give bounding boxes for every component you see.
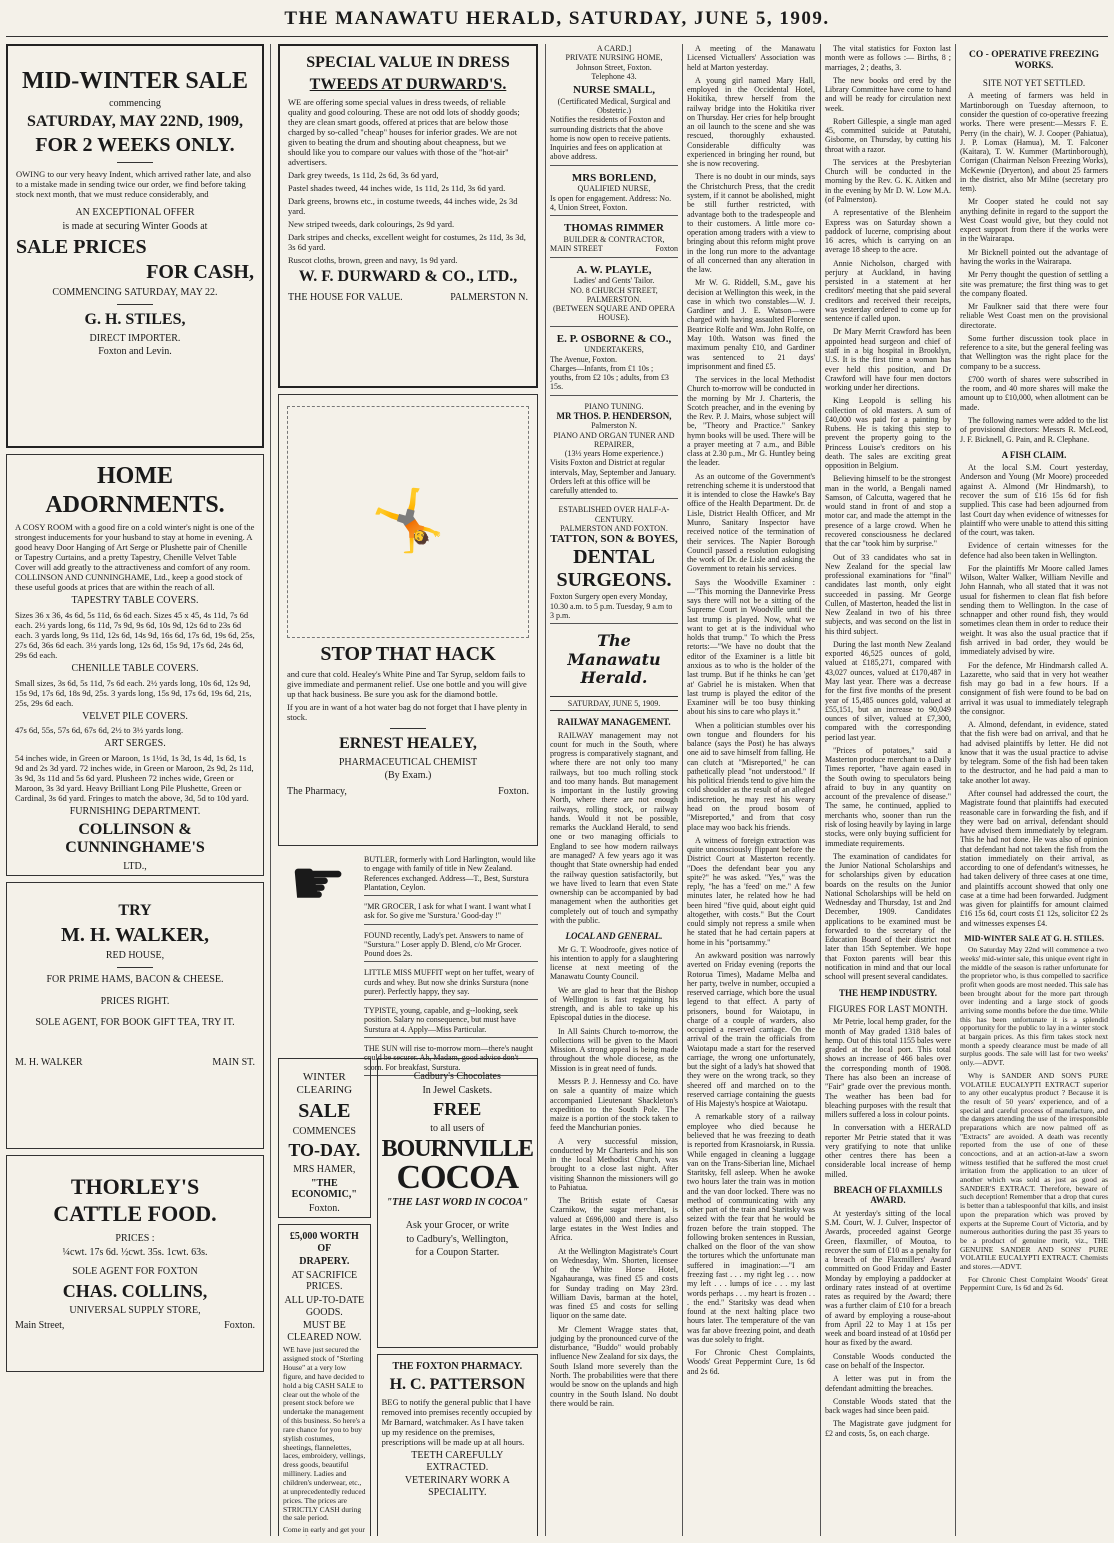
ad-town: PALMERSTON N. [450, 291, 528, 303]
ad-text: LTD., [123, 860, 147, 872]
news-paragraph: At the Wellington Magistrate's Court on Wednesday, Wm. Shorten, licensee of the White Horse Hotel, Ngahauranga, was fined £5 and costs for Sunday trading on May 23rd. William Davis, barman at the hotel, was fined £5 and costs for selling liquor on the same date. [550, 1246, 678, 1321]
news-paragraph: In All Saints Church to-morrow, the collections will be given to the Maori Mission. A strong appeal is being made throughout the whole diocese, as the Mission is in great need of funds. [550, 1026, 678, 1073]
news-paragraph: As an outcome of the Government's retrenching scheme it is understood that it is intended to close the Hawke's Bay office of the Health Department. Dr. de Lisle, District Health Officer, and Mr Munro, Sanitary Inspector have received notice of the termination of their services. The Napier Borough Council passed a resolution eulogising the work of Dr. de Lisle and asking the Government to retain his services. [687, 471, 815, 574]
ad-subhead: ART SERGES. [104, 738, 166, 750]
news-paragraph: Believing himself to be the strongest man in the world, a Bengali named Samson, of Calcutta, wagered that he would stand in front of and stop a motor car, and made the attempt in the presence of a large crowd. When he recovered consciousness he declared that the car "took him by surprise." [825, 474, 951, 549]
column-rule [270, 44, 271, 1536]
ad-text: SOLE AGENT FOR FOXTON [72, 1266, 198, 1278]
card-heading: PRIVATE NURSING HOME, [565, 53, 663, 63]
ad-title: THORLEY'S [70, 1174, 200, 1199]
ad-subhead: VELVET PILE COVERS. [82, 710, 188, 722]
ad-body: 54 inches wide, in Green or Maroon, 1s 1½d, 1s 3d, 1s 4d, 1s 6d, 1s 9d and 2s 3d yard. 72 inches wide, in Green or Maroon, 2s 9d, 2s 11d, 3s 9d, 3s 11d and 5s 6d yard. Plusheen 72 inches wide, Green or Maroon, 3s 3d yard. Heavy Brilliant Long Pile Plushette, Green or Cardinal, 3s 6d yard. Fringes to match the above, 3d, 5d to 10d yard. [15, 753, 254, 804]
ad-town: Palmerston N. [591, 421, 637, 431]
ad-text: BUILDER & CONTRACTOR, [563, 234, 665, 244]
ad-firm-name: MRS HAMER, [293, 1163, 356, 1175]
ad-price-line: Dark stripes and checks, excellent weight for costumes, 2s 11d, 3s 3d, 3s 6d yard. [288, 232, 526, 253]
ad-cadbury-bournville [377, 1058, 538, 1348]
ad-firm-name: CHAS. COLLINS, [62, 1280, 208, 1301]
small-ad: TYPISTE, young, capable, and g--looking, seek position. Salary no consequence, but must have Surstura at 4. Apply—Miss Particular. [364, 1003, 538, 1038]
lower-ads-row [278, 1058, 538, 1536]
ad-text: AN EXCEPTIONAL OFFER [75, 207, 195, 219]
ad-title: CATTLE FOOD. [53, 1201, 217, 1227]
ad-street: Main Street, [15, 1320, 65, 1332]
tumbling-man-illustration: 🤸 [287, 406, 529, 638]
news-paragraph: The services at the Presbyterian Church will be conducted in the morning by the Rev. G. K. Aitken and in the evening by Mr D. W. Low M.A. (of Palmerston). [825, 157, 951, 204]
ad-text: commencing [109, 98, 161, 110]
ad-text: TRY [118, 902, 152, 919]
ad-firm-name: G. H. STILES, [84, 311, 186, 329]
news-paragraph: Mr Faulkner said that there were four reliable West Coast men on the provisional directorate. [960, 302, 1108, 330]
section-heading: THE HEMP INDUSTRY. [838, 987, 938, 998]
ad-address [15, 874, 255, 876]
ad-footer-row [288, 290, 528, 306]
advert-paragraph: On Saturday May 22nd will commence a two weeks' mid-winter sale, this unique event right in the middle of the season is rather unfortunate for the proprietor who, is thus compelled to sacrifice profit when goods are most needed. This sale has been brought about for the more part through over indenting and a large stock of goods arriving some months before the due time. While this has been unfortunate it is a splendid opportunity for the public to lay in a winter stock at bargain prices. As this firm takes stock next month a speedy clearance must be made of all surplus goods. The sale will last for two weeks' only.—ADVT. [960, 945, 1108, 1068]
ad-healey-stop-that-hack [278, 394, 538, 846]
ad-firm-name: NURSE SMALL, [573, 84, 655, 97]
ad-price-line: Dark grey tweeds, 1s 11d, 2s 6d, 3s 6d yard, [288, 170, 439, 181]
column-rule [545, 44, 546, 1536]
column-6 [960, 44, 1108, 1536]
ad-price-line: Pastel shades tweed, 44 inches wide, 1s 11d, 2s 11d, 3s 6d yard. [288, 183, 506, 194]
ad-body: Sizes 36 x 36, 4s 6d, 5s 11d, 6s 6d each. Sizes 45 x 45, 4s 11d, 7s 6d each. 2½ yards long, 6s 11d, 7s 9d, 9s 6d, 10s 9d, 12s 6d to 23s 6d each. 3 yards long, 9s 11d, 12s 6d, 14s 9d, 16s 6d, 17s 6d, 19s 6d, 25s, 27s 6d, 36s 6d each. 3½ yards long, 12s 6d, 15s 9d, 17s 6d, 24s 6d, 29s 6d each. [15, 610, 255, 661]
ad-text: DIRECT IMPORTER. [89, 332, 181, 344]
ad-address: The Avenue, Foxton. [550, 354, 617, 364]
ad-price-line: Ruscot cloths, brown, green and navy, 1s 9d yard. [288, 255, 458, 266]
ad-subhead: PIANO TUNING. [584, 401, 644, 411]
ad-title: TWEEDS AT DURWARD'S. [309, 75, 507, 93]
ad-headline: FREE [433, 1099, 482, 1120]
ad-stiles-midwinter-sale [6, 44, 264, 448]
ad-headline: FOR CASH, [146, 260, 254, 283]
news-paragraph: When a politician stumbles over his own tongue and flounders for his balance (says the Post) he has always one aid to save himself from falling. He can clutch at "Misreported," he can pathetically plead "not understood." If his political friends tend to give him the cold shoulder as the result of an alleged indiscretion, he may rest his weary head on the proud bosom of "Misreported," and from that cosy place may woo back his friends. [687, 720, 815, 832]
news-paragraph: Some further discussion took place in reference to a site, but the general feeling was that Wellington was the right place for the company to be a success. [960, 333, 1108, 371]
card-address: Johnson Street, Foxton. [576, 62, 652, 72]
ad-text: MUST BE CLEARED NOW. [287, 1320, 362, 1343]
ad-body: Notifies the residents of Foxton and surrounding districts that the above home is now open to receive patients. Inquiries and fees on application at above address. [550, 115, 671, 162]
section-subheading: SITE NOT YET SETTLED. [982, 78, 1086, 89]
ad-footer-row [287, 784, 529, 800]
editorial-paragraph: RAILWAY management may not count for much in the South, where progress is comparatively stagnant, and where there are not only too many railways, but too much rolling stock and too many hands. But management is important in the lustily growing North, where there are not enough railways, rolling stock, or railway hands. Would it not be possible, remarks the Auckland Herald, to send one or two managing officials to England to see how modern railways are managed? A few years ago it was thought that State ownership had ended the railway question satisfactorily, but we have lived to learn that even State ownership can be accompanied by bad management when the authorities get completely out of touch and sympathy with the public. [550, 730, 678, 925]
news-paragraph: King Leopold is selling his collection of old masters. A sum of £40,000 was paid for a painting by Rubens. He is taking this step to prevent the property going to the Princess Louise's creditors on his death. The sales are exciting great opposition in Belgium. [825, 396, 951, 471]
news-paragraph: Mr Clement Wragge states that, judging by the pronounced curve of the disturbance, "Buddo" would probably influence New Zealand for six days, the South Island more severely than the North. The probabilities were that there would be snow on the uplands and high country in the South Island. No doubt there would be rain. [550, 1324, 678, 1408]
ad-text: to Cadbury's, Wellington, [406, 1233, 509, 1245]
ad-town: Foxton. [308, 1202, 340, 1214]
ad-text: for a Coupon Starter. [415, 1247, 500, 1259]
ad-body: Foxton Surgery open every Monday, 10.30 a.m. to 5 p.m. Tuesday, 9 a.m to 3 p.m. [550, 592, 673, 620]
ad-body: If you are in want of a hot water bag do not forget that I have plenty in stock. [287, 702, 527, 723]
news-paragraph: An awkward position was narrowly averted on Friday evening (reports the Rotorua Times), Madame Melba and her party, twelve in number, occupied a reserved carriage, which bore the usual legend to that effect. A party of prisoners, bound for Waiotapu, in charge of a couple of warders, also occupied a reserved carriage. On the arrival of the train the officials from Waiotapu made a start for the reserved carriage, the wrong one unfortunately, but the sight of a lady's hat showed that they were on the wrong track, so they sheered off and marched on to the reserved carriage containing the guests of His Majesty's hospice at Waiotapu. [687, 950, 815, 1109]
section-heading: A FISH CLAIM. [1001, 449, 1067, 460]
news-paragraph: Robert Gillespie, a single man aged 45, committed suicide at Patutahi, Gisborne, on Thursday, by cutting his throat with a razor. [825, 116, 951, 154]
small-ad: FOUND recently, Lady's pet. Answers to name of "Surstura." Loser apply D. Blend, c/o Mr Grocer. Pound does 2s. [364, 928, 538, 963]
news-paragraph: A remarkable story of a railway employee who died because he believed that he was freezing to death is reported from Krasnoiarsk, in Russia. While engaged in cleaning a luggage van on the Trans-Siberian line, Michael Staritsky, fell asleep. When he awoke two hours later the train was in motion and the van door locked. There was no method of communicating with any other part of the train and Staritsky was seized with the fear that he would be frozen before the train stopped. The following broken sentences in Russian, chalked on the floor of the van show the tortures which the unfortunate man suffered in imagination:—"I am freezing fast . . . my right leg . . . now my left . . . lumps of ice . . . my last words perhaps . . . my heart is frozen . . . the end." Staritsky was dead when found at the next halting place two hours later. The temperature of the van was far above freezing point, and death was due solely to fright. [687, 1112, 815, 1344]
news-paragraph: "Prices of potatoes," said a Masterton produce merchant to a Daily Times reporter, "have again eased in the South owing to speculators being afraid to buy in any quantity on account of the prevalence of disease." The same, he continued, applied to merchants who, sooner than run the risk of losing heavily by laying in large stocks, were only buying sufficient for immediate requirements. [825, 745, 951, 848]
ad-text: SOLE AGENT, FOR BOOK GIFT TEA, TRY IT. [35, 1017, 235, 1029]
section-subheading: FIGURES FOR LAST MONTH. [828, 1003, 948, 1014]
news-paragraph: A witness of foreign extraction was quite unconsciously flippant before the District Court at Masterton recently. "Does the defendant bear you any spite?" he was asked. "Yes," was the reply, "he has a 'feed' on me." A few minutes later, he related how he had been hired "five quid, about eight quid altogether, with costs." But the Court could simply not repress a smile when he stated that he had certain papers at home in his "portsammy." [687, 835, 815, 947]
lower-ads-right [377, 1058, 538, 1536]
news-paragraph: Mr Cooper stated he could not say anything definite in regard to the support the West Coast would give, but they could not expect support from there if the works were in the Wairarapa. [960, 197, 1108, 244]
ad-text: is made at securing Winter Goods at [62, 220, 208, 232]
news-paragraph: The new books ord ered by the Library Committee have come to hand and will be ready for circulation next week. [825, 75, 951, 113]
ad-millar-giorgi-drapery [278, 1224, 371, 1536]
divider [390, 728, 426, 729]
ad-headline: SURGEONS. [556, 569, 672, 592]
ad-text: TEETH CAREFULLY EXTRACTED. [411, 1450, 504, 1473]
masthead: THE MANAWATU HERALD, SATURDAY, JUNE 5, 1909. [284, 8, 830, 29]
news-paragraph: A representative of the Blenheim Express was on Saturday shown a paddock of lucerne, comprising about 16 acres, which is carrying on an average 18 sheep to the acre. [825, 208, 951, 255]
news-paragraph: The examination of candidates for the Junior National Scholarships and for scholarships given by education boards on the results on the Junior National Scholarships will be held on Wednesday and Thursday, 1st and 2nd December, 1909. Candidates applications to be examined must be forwarded to the secretary of the Education Board of their district not later than 15th September. We hope that Foxton parents will bear this notification in mind and that our local school will present several candidates. [825, 851, 951, 982]
column-5 [825, 44, 951, 1536]
ad-text: RED HOUSE, [105, 949, 165, 961]
ad-body: Is open for engagement. Address: No. 4, Union Street, Foxton. [550, 193, 672, 212]
ad-firm-name: COLLINSON & CUNNINGHAME'S [65, 820, 205, 857]
news-paragraph: During the last month New Zealand exported 46,525 ounces of gold, valued at £185,271, compared with 43,027 ounces, valued at £170,487 in May last year. There was a decrease for the first five months of the present year of 15,485 ounces gold, valued at £55,151, but an increase to 90,049 ounces of silver, valued at £7,300, compared with the corresponding period last year. [825, 639, 951, 742]
news-paragraph: At the local S.M. Court yesterday, Anderson and Young (Mr Moore) proceeded against A. Almond (Mr Hindmarsh), to recover the sum of £16 15s 6d for fish supplied. This case had been adjourned from last Court day when evidence of witnesses for plaintiff who were unable to attend this sitting of the court, was taken. [960, 463, 1108, 538]
news-paragraph: A meeting of farmers was held in Martinborough on Tuesday afternoon, to consider the question of co-operative freezing works. There were present:—Messrs F. E. Perry (in the chair), W. J. Cooper (Pahiatua), J. P. Lomax (Hamua), M. T. Falconer (Kaitara), T. W. Kummer (Martinborough), Corrigan (Chairman Nelson Freezing Works), McKewnie (Dryerton), and about 25 farmers in the district, also Mr Milne (secretary pro tem). [960, 91, 1108, 194]
news-paragraph: Mr Petrie, local hemp grader, for the month of May graded 1318 bales of hemp. Out of this total 1155 bales were graded at the local port. This total shows an increase of 466 bales over the corresponding month of 1908. There has also been an increase of "Fair" grade over the previous month. The weather has been bad for bleaching purposes with the result that millers suffered a loss in colour points. [825, 1017, 951, 1120]
ad-firm-name: M. H. WALKER, [61, 923, 209, 946]
ad-text: VETERINARY WORK A SPECIALITY. [404, 1475, 510, 1498]
ad-henderson-piano [550, 399, 678, 500]
ad-title: £5,000 WORTH OF [289, 1231, 359, 1254]
news-paragraph: The Magistrate gave judgment for £2 and costs, 5s, on each charge. [825, 1419, 951, 1438]
ad-firm-name: H. C. PATTERSON [389, 1375, 526, 1393]
ad-brand: COCOA [396, 1158, 519, 1196]
ad-tatton-dental [550, 502, 678, 624]
ad-body: Charges—Infants, from £1 10s ; youths, from £2 10s ; adults, from £3 15s. [550, 363, 669, 392]
ad-address-row [550, 244, 678, 253]
column-rule [682, 44, 683, 1536]
ad-text: PIANO AND ORGAN TUNER AND REPAIRER, [553, 430, 675, 449]
ad-firm-name: W. F. DURWARD & CO., LTD., [298, 268, 518, 286]
ad-patterson-pharmacy [377, 1354, 538, 1536]
ad-text: (Certificated Medical, Surgical and Obstetric.) [557, 96, 671, 116]
news-paragraph: A young girl named Mary Hall, employed in the Occidental Hotel, Hokitika, threw herself from the railway bridge into the Hokitika river on Thursday. Her cries for help brought an oil launch to the scene and she was rescued, thoroughly exhausted. Considerable difficulty was experienced in bringing her round, but she is now recovering. [687, 75, 815, 169]
news-paragraph: We are glad to hear that the Bishop of Wellington is fast regaining his strength, and is able to take up his Episcopal duties in the diocese. [550, 985, 678, 1023]
surstura-ad-block [278, 848, 538, 1072]
ad-text: Foxton and Levin. [98, 346, 172, 358]
divider [117, 162, 153, 163]
news-paragraph: For the defence, Mr Hindmarsh called A. Lazarette, who said that in very hot weather fish may go bad in a few hours. If a consignment of fish were found to be bad on arrival it was usual to immediately telegraph the consignor. [960, 660, 1108, 716]
ad-walker [6, 882, 264, 1149]
news-paragraph: The vital statistics for Foxton last month were as follows :— Births, 8 ; marriages, 2 ; deaths, 3. [825, 44, 951, 72]
ad-body: WE are offering some special values in dress tweeds, of reliable quality and good colouring. These are not odd lots of shoddy goods; they are clean smart goods, offered at prices that are below those charged by so-called "cheap" houses for inferior grades. We are not given to beating the drum and shouting about cheapness, but we should like you to compare our values with those of the "hot-air" advertisers. [288, 97, 520, 168]
ad-text: PALMERSTON AND FOXTON. [560, 524, 668, 534]
ad-text: The Pharmacy, [287, 785, 347, 797]
ad-text: FOR PRIME HAMS, BACON & CHEESE. [46, 974, 224, 986]
column-rule [820, 44, 821, 1536]
ad-firm-name: TATTON, SON & BOYES, [550, 533, 678, 546]
divider [117, 967, 153, 968]
news-paragraph: A letter was put in from the defendant admitting the breaches. [825, 1374, 951, 1393]
ad-body: BEG to notify the general public that I have removed into premises recently occupied by Mr Barnard, watchmaker. As I have taken up my residence on the premises, prescriptions will be made up at all hours. [381, 1397, 532, 1448]
ad-street: MAIN ST. [212, 1056, 255, 1068]
section-heading: RAILWAY MANAGEMENT. [557, 717, 671, 728]
ad-text: ESTABLISHED OVER HALF-A-CENTURY. [558, 505, 670, 524]
column-2 [278, 44, 538, 1536]
advert-line: For Chronic Chest Complaint Woods' Great Peppermint Cure, 1s 6d and 2s 6d. [960, 1274, 1108, 1293]
section-heading: CO - OPERATIVE FREEZING WORKS. [969, 50, 1099, 72]
ad-signature-row [15, 1055, 255, 1071]
column-3 [550, 44, 678, 1536]
ad-text: COMMENCES [292, 1125, 356, 1137]
ad-text: AT SACRIFICE PRICES. [291, 1269, 358, 1293]
ad-date: SATURDAY, MAY 22ND, 1909, [26, 112, 244, 130]
ad-title: STOP THAT HACK [320, 643, 496, 665]
ad-firm-name: MRS BORLEND, [571, 171, 657, 184]
ad-headline: SALE PRICES [16, 235, 147, 258]
section-heading: BREACH OF FLAXMILLS AWARD. [833, 1184, 943, 1206]
pointing-hand-icon: ☛ [289, 848, 347, 919]
ad-body: Visits Foxton and District at regular intervals, May, September and January. Orders left at this office will be carefully attended to. [550, 458, 676, 496]
ad-price-line: New striped tweeds, dark colourings, 2s 9d yard. [288, 219, 455, 230]
news-paragraph: A very successful mission, conducted by Mr Charteris and his son in the local Methodist Church, was brought to a close last night. After visiting Shannon the missioners will go to Pahiatua. [550, 1136, 678, 1192]
news-paragraph: Mr Perry thought the question of settling a site was premature; the first thing was to get the company floated. [960, 270, 1108, 298]
column-rule [955, 44, 956, 1536]
small-ad: THE SUN will rise to-morrow morn—there's naught could be securer. Ah, Madam, good advice don't scorn. For breakfast, Surstura. [364, 1041, 538, 1076]
ad-firm-name: MR THOS. P. HENDERSON, [556, 410, 672, 421]
ad-headline: TO-DAY. [288, 1140, 361, 1161]
ad-collinson-home-adornments [6, 454, 264, 876]
ad-body: and cure that cold. Healey's White Pine and Tar Syrup, seldom fails to give immediate and permanent relief. Use one bottle and you will give up that hack business. Be sure you ask for the diamond bottle. [287, 669, 527, 700]
ad-address-row [15, 1318, 255, 1334]
ad-body: Come in early and get your [283, 1525, 365, 1535]
news-paragraph: Annie Nicholson, charged with perjury at Auckland, in having persisted in a statement at her creditors' meeting that she paid several creditors and received their receipts, was yesterday ordered to come up for sentence if called upon. [825, 258, 951, 324]
news-paragraph: Evidence of certain witnesses for the defence had also been taken in Wellington. [960, 541, 1108, 560]
ad-price-line: Dark greens, browns etc., in costume tweeds, 44 inches wide, 2s 3d yard. [288, 196, 518, 217]
ad-text: WINTER CLEARING [296, 1071, 353, 1096]
news-paragraph: Constable Woods conducted the case on behalf of the Inspector. [825, 1351, 951, 1371]
news-paragraph: Mr Bicknell pointed out the advantage of having the works in the Wairarapa. [960, 247, 1108, 266]
ad-rimmer [550, 219, 678, 257]
ad-borlend [550, 169, 678, 217]
advert-paragraph: Why is SANDER AND SON'S PURE VOLATILE EUCALYPTI EXTRACT superior to any other eucalyptus product ? Because it is the result of 50 years' experience, and of a special and careful process of manufacture, and the dangers attending the use of the irresponsible preparations which are now palmed off as "Extracts" are avoided. A death was recently reported from the use of one of these concoctions, and at an action-at-law a sworn witness testified that he suffered the most cruel irritation from the application to an ulcer of another which was sold as just as good as SANDER'S EXTRACT. Therefore, beware of such deception! Remember that a drop that cures is better than a tablespoonful that kills, and insist upon the preparation which was proved by experts at the Supreme Court of Victoria, and by numerous authorities during the past 35 years to be a product of genuine merit, viz., THE GENUINE SANDER AND SONS' PURE VOLATILE EUCALYPTI EXTRACT. Chemists and stores.—ADVT. [960, 1070, 1108, 1271]
news-paragraph: For the plaintiffs Mr Moore called James Wilson, Walter Walker, William Neville and John Hannah, who all stated that it was not usual for fishermen to clean flat fish before sending them to Wellington. In the case of schnapper and other round fish, they would sometimes clean them in order to reduce their weight. It was also the usual practice that if fish arrived in bad order, they would be immediately advised by wire. [960, 563, 1108, 657]
news-paragraph: Constable Woods stated that the back wages had since been paid. [825, 1396, 951, 1416]
ad-text: (BETWEEN SQUARE AND OPERA HOUSE). [553, 304, 675, 323]
ad-prices: ¼cwt. 17s 6d. ½cwt. 35s. 1cwt. 63s. [62, 1246, 208, 1258]
ad-shop-name: "THE ECONOMIC," [291, 1177, 357, 1201]
column-1 [6, 44, 264, 1536]
ad-text: In Jewel Caskets. [422, 1084, 493, 1096]
divider [117, 304, 153, 305]
ad-text: PRICES : [115, 1233, 155, 1245]
news-paragraph: There is no doubt in our minds, says the Christchurch Press, that the credit system, if it cannot be abolished, might be still further restricted, with advantage both to the tradespeople and to their customers. A little more co-operation among traders with a view to bringing about this reform might prove in the long run more to the advantage of all concerned than any alteration in the law. [687, 172, 815, 275]
ad-text: (13½ years Home experience.) [564, 449, 664, 459]
small-ad: BUTLER, formerly with Lord Harlington, would like to engage with family of title in New Zealand. References exchanged. Address—T., Best, Surstura Plantation, Ceylon. [364, 852, 538, 896]
news-paragraph: Says the Woodville Examiner :—"This morning the Dannevirke Press says there will not be a sitting of the Supreme Court in Woodville until the last trump is played. Now, what we want to get at is the individual who holds that trump." To which the Press retorts:—"We have no doubt that the editor of the Examiner is a little bit anxious as to who is the holder of the last trump. But if he thinks he can 'get at' Gabriel he is mistaken. When that last trump is played the editor of the Examiner will be too busy thinking about his sins to care who plays it." [687, 577, 815, 717]
ad-subhead: TAPESTRY TABLE COVERS. [71, 595, 199, 607]
ad-town: Foxton [655, 244, 678, 254]
ad-body: 47s 6d, 55s, 57s 6d, 67s 6d, 2½ to 3½ yards long. [15, 725, 184, 736]
ad-body: Small sizes, 3s 6d, 5s 11d, 7s 6d each. 2½ yards long, 10s 6d, 12s 9d, 15s 9d, 17s 6d, 18s 9d, 25s. 3 yards long, 15s 9d, 17s 6d, 19s 6d, 21s, 25s, 29s 6d each. [15, 677, 252, 708]
card-nursing-home [550, 44, 678, 81]
surstura-small-ads [364, 852, 538, 1072]
ad-thorley-cattle-food [6, 1155, 264, 1372]
advert-line: For Chronic Chest Complaints, Woods' Great Peppermint Cure, 1s 6d and 2s 6d. [687, 1348, 815, 1376]
ad-tagline: "THE LAST WORD IN COCOA" [386, 1196, 529, 1208]
news-paragraph: £700 worth of shares were subscribed in the room, and 40 more shares will make the amount up to £10,000, when allotment can be made. [960, 374, 1108, 412]
news-paragraph: Out of 33 candidates who sat in New Zealand for the special law professional examinations for "final" candidates last month, only eight succeeded in passing. Mr George Cullen, of Masterton, headed the list in New Zealand in two of his three subjects, and was second on the list in his third subject. [825, 552, 951, 636]
ad-title: DRAPERY. [299, 1256, 350, 1268]
ad-text: Ask your Grocer, or write [405, 1220, 509, 1232]
news-paragraph: Mr G. T. Woodroofe, gives notice of his intention to apply for a slaughtering license at next meeting of the Manawatu County Council. [550, 944, 678, 982]
ad-durward-tweeds [278, 44, 538, 388]
ad-text: Ladies' and Gents' Tailor. [573, 276, 655, 286]
card-label: A CARD.] [596, 44, 632, 53]
ad-text: Cadbury's Chocolates [413, 1071, 501, 1082]
newspaper-title: The Manawatu Herald. [567, 631, 661, 688]
masthead-rule [6, 36, 1108, 37]
ad-headline: DENTAL [573, 546, 655, 569]
ad-body: A COSY ROOM with a good fire on a cold winter's night is one of the strongest inducements for your husband to stay at home in evening. A good heavy Door Hanging of Art Serge or Plushette pair of Chenille or Tapestry Curtains, and a pretty Tapestry, Chenille Velvet Table Cover will add greatly to the attractiveness and comfort of any room. COLLINSON AND CUNNINGHAME, Ltd., keep a good stock of these useful goods at prices that are within the reach of all. [15, 522, 255, 593]
ad-headline: SALE [298, 1099, 351, 1122]
ad-town: Foxton. [498, 785, 529, 797]
ad-firm-name: E. P. OSBORNE & CO., [556, 332, 672, 345]
ad-text: (By Exam.) [384, 770, 432, 782]
ad-text: ALL UP-TO-DATE GOODS. [284, 1294, 365, 1318]
ad-nurse-small [550, 81, 678, 166]
ad-title: SPECIAL VALUE IN DRESS [306, 54, 510, 71]
news-paragraph: In conversation with a HERALD reporter Mr Petrie stated that it was very gratifying to note that unlike other centres there has been a considerable local increase of hemp milled. [825, 1123, 951, 1179]
ad-title: MID-WINTER SALE [21, 68, 249, 94]
ad-text: QUALIFIED NURSE, [577, 184, 651, 194]
news-paragraph: A. Almond, defendant, in evidence, stated that the fish were bad on arrival, and that he had advised plaintiffs by letter. He did not know that it was the usual practice to advise by telegram. Some of the fish had been taken to the destructor, and he had paid a man to take another lot away. [960, 720, 1108, 785]
small-ad: LITTLE MISS MUFFIT wept on her tuffet, weary of curds and whey. But now she drinks Surstura (none purer). Perfectly happy, they say. [364, 965, 538, 1000]
ad-subhead: THE FOXTON PHARMACY. [392, 1361, 523, 1372]
ad-hamer-winter-clearing [278, 1058, 371, 1218]
ad-title: HOME [97, 463, 173, 489]
lower-ads-left [278, 1058, 371, 1536]
ad-text: FURNISHING DEPARTMENT. [69, 806, 201, 818]
ad-street: MAIN STREET [550, 244, 603, 254]
ad-text: PRICES RIGHT. [100, 995, 170, 1007]
news-paragraph: Mr W. G. Riddell, S.M., gave his decision at Wellington this week, in the case in which two constables—W. J. Gardiner and J. E. Watson—were charged with having assaulted Florence Beatrice Rolfe and Wm. John Rolfe, on May 10th. Watson was fined the maximum penalty £10, and Gardiner was sentenced to 21 days' imprisonment and fined £5. [687, 278, 815, 371]
small-ad: "MR GROCER, I ask for what I want. I want what I ask for. So give me 'Surstura.' Good-day !" [364, 899, 538, 925]
news-paragraph: A meeting of the Manawatu Licensed Victuallers' Association was held at Marton yesterday. [687, 44, 815, 72]
ad-firm-name: ERNEST HEALEY, [339, 735, 477, 753]
ad-address: NO. 8 CHURCH STREET, PALMERSTON. [570, 285, 658, 304]
news-paragraph: After counsel had addressed the court, the Magistrate found that plaintiffs had executed reasonable care in forwarding the fish, and if they were bad on arrival, defendant should have advised them immediately by telegram. This he had not done. He was also of opinion that defendant had not taken the fish from the station immediately on their arrival, as according to one of defendant's witnesses, he had taken delivery of three cases at one time, and plaintiffs account showed that only one case at a time had been forwarded. Judgment was given for plaintiffs for amount claimed £16 15s 6d, court costs £1 12s, solicitor £2 2s and witnesses expenses £4. [960, 788, 1108, 928]
ad-text: UNIVERSAL SUPPLY STORE, [69, 1304, 201, 1316]
ad-text: PHARMACEUTICAL CHEMIST [338, 756, 478, 768]
ad-signature: M. H. WALKER [15, 1056, 83, 1068]
news-paragraph: The services in the local Methodist Church to-morrow will be conducted in the morning by Mr J. Charteris, the Scotch preacher, and in the evening by the Rev. P. J. Mairs, whose subject will be, "Theory and Practice." Sankey hymn books will be used. There will be a prayer meeting at 7 a.m., and Bible class at 2.30 p.m., Mr G. Huntley being the leader. [687, 375, 815, 468]
ad-playle [550, 261, 678, 327]
ad-subhead: CHENILLE TABLE COVERS. [71, 663, 199, 675]
ad-title: ADORNMENTS. [45, 492, 225, 519]
news-paragraph: The British estate of Caesar Czarnikow, the sugar merchant, is valued at £696,000 and there is also large estates in the West Indies and Africa. [550, 1196, 678, 1243]
column-4 [687, 44, 815, 1536]
ad-town: Foxton. [224, 1320, 255, 1332]
ad-brand: BOURNVILLE [381, 1135, 533, 1162]
card-phone: Telephone 43. [591, 71, 637, 81]
ad-text: THE HOUSE FOR VALUE. [288, 291, 403, 303]
ad-text: to all users of [430, 1123, 485, 1135]
section-heading: LOCAL AND GENERAL. [565, 931, 663, 942]
ad-body: WE have just secured the assigned stock of "Sterling House" at a very low figure, and have decided to hold a big CASH SALE to clear out the whole of the present stock before we undertake the management of this business. So here's a rare chance for you to buy stylish costumes, sheetings, flannelettes, laces, embroidery, vellings, dress goods, beautiful millinery. Ladies and children's underwear, etc., at unprecedentedly reduced prices. The prices are STRICTLY CASH during the sale period. [283, 1345, 366, 1523]
news-paragraph: The following names were added to the list of provisional directors: Messrs R. McLeod, J. F. Bicknell, G. Pain, and R. Clephane. [960, 415, 1108, 444]
ad-body: OWING to our very heavy Indent, which arrived rather late, and also to a mistake made in sending twice our order, we find before taking stock next month, that we must reduce considerably, and [16, 169, 251, 200]
ad-firm-name: A. W. PLAYLE, [576, 263, 652, 276]
ad-text: UNDERTAKERS, [584, 345, 644, 355]
ad-headline: FOR 2 WEEKS ONLY. [35, 134, 235, 157]
news-paragraph: At yesterday's sitting of the local S.M. Court, W. J. Culver, Inspector of Awards, proceeded against George Green, flaxmiller, of Moutoa, to recover the sum of £10 as a penalty for a breach of the Flaxmillers' Award committed on Good Friday and Easter Monday by employing a paddocker at ordinary rates instead of at overtime rates as required by the Award; there was a further claim of £10 for a breach of award by employing a rouse-about from April 22 to May 1 at 15s per week and board instead of at 10s6d per hour as fixed by the award. [825, 1208, 951, 1348]
news-paragraph: Dr Mary Merrit Crawford has been appointed head surgeon and chief of staff in a big hospital in Brooklyn, U.S. It is the first time a woman has ever held this position, and Dr Crawford will have four men doctors working under her directions. [825, 327, 951, 393]
ad-text: COMMENCING SATURDAY, MAY 22. [52, 286, 218, 298]
news-paragraph: Messrs P. J. Hennessy and Co. have on sale a quantity of maize which accompanied Lieutenant Shackleton's expedition to the South Pole. The maize is a portion of the stock taken to feed the Manchurian ponies. [550, 1077, 678, 1133]
ad-osborne [550, 330, 678, 396]
section-heading: MID-WINTER SALE AT G. H. STILES. [964, 933, 1104, 943]
issue-date: SATURDAY, JUNE 5, 1909. [550, 696, 678, 711]
ad-firm-name: THOMAS RIMMER [564, 222, 664, 235]
